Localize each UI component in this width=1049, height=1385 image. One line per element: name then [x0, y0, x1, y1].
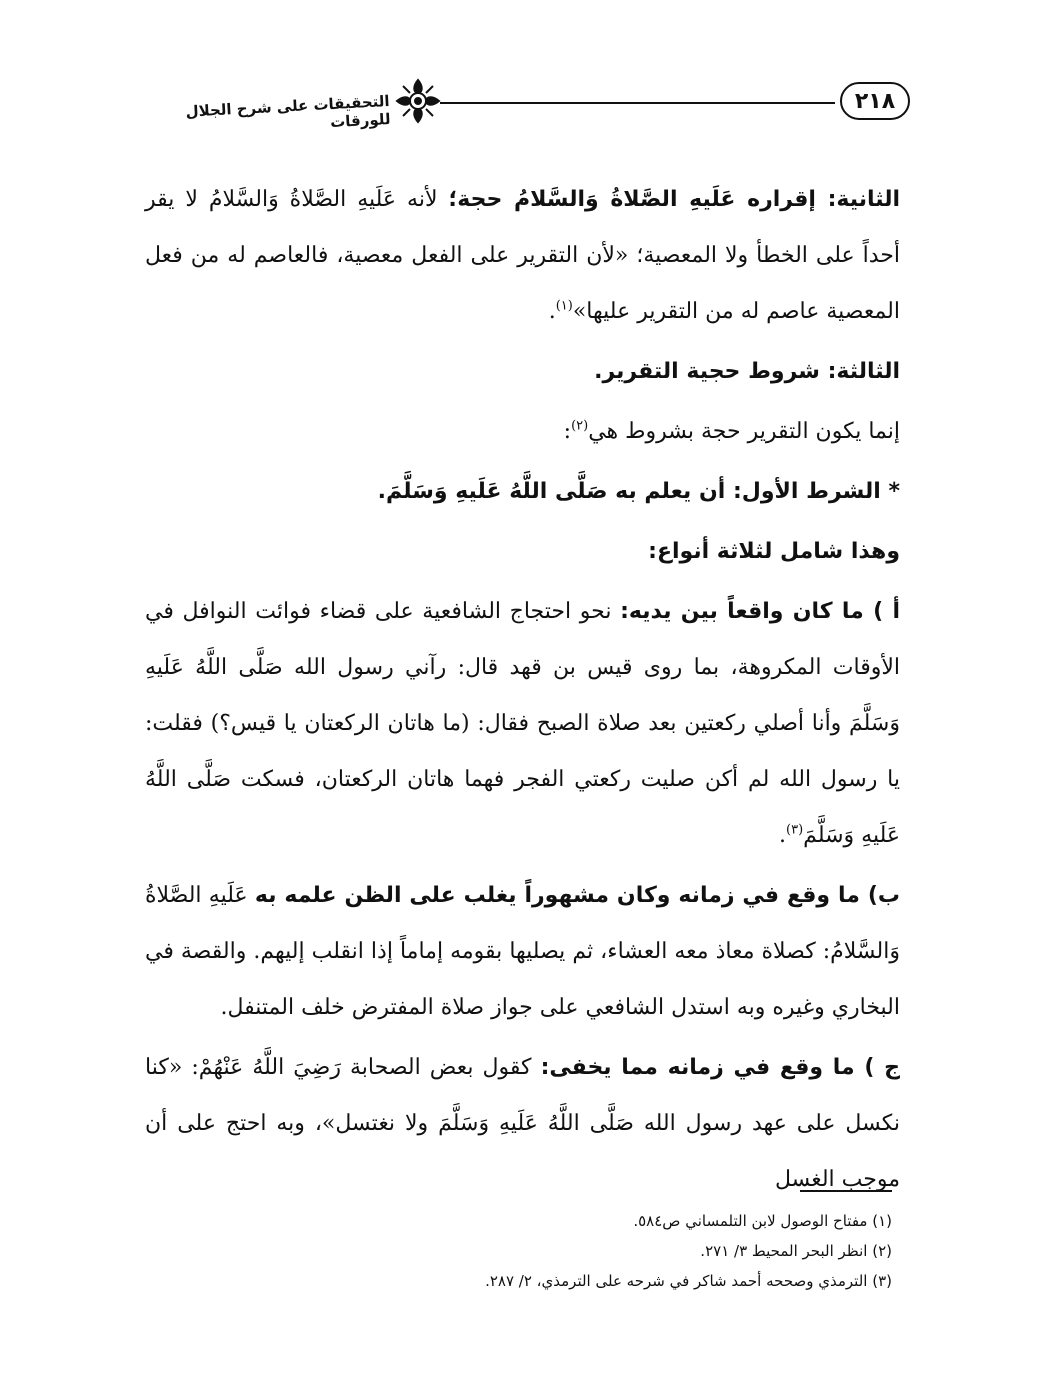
item-b-text: عَلَيهِ الصَّلاةُ وَالسَّلامُ: كصلاة معاذ معه العشاء، ثم يصليها بقومه إماماً إذا انقلب إليهم. والقصة في البخاري وغيره وبه استدل الشافعي على جواز صلاة المفترض خلف المتنفل.	[145, 883, 900, 1020]
list-item-a	[145, 584, 900, 864]
condition-one	[145, 464, 900, 520]
condition-one-label: الشرط الأول:	[732, 479, 881, 504]
list-item-b	[145, 868, 900, 1036]
header-rule	[440, 102, 835, 104]
types-intro: وهذا شامل لثلاثة أنواع:	[648, 539, 900, 564]
list-item-c	[145, 1040, 900, 1208]
book-title: التحقيقات على شرح الجلال للورقات	[185, 92, 391, 132]
footnote-ref-1[interactable]: (١)	[555, 298, 573, 314]
second-point-end: .	[548, 299, 556, 324]
item-a-label: أ ) ما كان واقعاً بين يديه:	[620, 599, 900, 624]
item-c-text: كقول بعض الصحابة رَضِيَ اللَّهُ عَنْهُمْ: «كنا نكسل على عهد رسول الله صَلَّى اللَّهُ عَلَيهِ وَسَلَّمَ ولا نغتسل»، وبه احتج على أن موجب الغسل	[145, 1055, 900, 1192]
page-number-text: ٢١٨	[854, 88, 896, 114]
footnote-1: (١) مفتاح الوصول لابن التلمساني ص٥٨٤.	[633, 1212, 892, 1230]
footnote-separator	[800, 1190, 892, 1192]
floral-ornament-icon	[395, 78, 441, 124]
footnote-ref-2[interactable]: (٢)	[571, 418, 589, 434]
paragraph-second-point	[145, 172, 900, 340]
item-b-label: ب) ما وقع في زمانه وكان مشهوراً يغلب على الظن علمه به	[254, 883, 900, 908]
paragraph-conditions-intro	[145, 404, 900, 460]
item-c-label: ج ) ما وقع في زمانه مما يخفى:	[540, 1055, 900, 1080]
footnotes	[300, 1206, 892, 1296]
third-point-heading: الثالثة: شروط حجية التقرير.	[594, 359, 900, 384]
second-point-text: لأنه عَلَيهِ الصَّلاةُ وَالسَّلامُ لا يقر أحداً على الخطأ ولا المعصية؛ «لأن التقرير على الفعل معصية، فالعاصم له من فعل المعصية عاصم له من التقرير عليها»	[145, 187, 900, 324]
main-text	[145, 172, 900, 1212]
footnote-ref-3[interactable]: (٣)	[786, 822, 804, 838]
conditions-intro-end: :	[563, 419, 572, 444]
page-header	[140, 78, 910, 138]
footnote-2: (٢) انظر البحر المحيط ٣/ ٢٧١.	[700, 1242, 892, 1260]
second-point-lead: الثانية: إقراره عَلَيهِ الصَّلاةُ وَالسَّلامُ حجة؛	[448, 187, 900, 212]
item-a-text: نحو احتجاج الشافعية على قضاء فوائت النوافل في الأوقات المكروهة، بما روى قيس بن قهد قال: رآني رسول الله صَلَّى اللَّهُ عَلَيهِ وَسَلَّمَ وأنا أصلي ركعتين بعد صلاة الصبح فقال: (ما هاتان الركعتان يا قيس؟) فقلت: يا رسول الله لم أكن صليت ركعتي الفجر فهما هاتان الركعتان، فسكت صَلَّى اللَّهُ عَلَيهِ وَسَلَّمَ	[145, 599, 900, 848]
star-bullet: *	[880, 479, 900, 504]
condition-one-text: أن يعلم به صَلَّى اللَّهُ عَلَيهِ وَسَلَّمَ.	[377, 479, 733, 504]
footnote-3: (٣) الترمذي وصححه أحمد شاكر في شرحه على الترمذي، ٢/ ٢٨٧.	[485, 1272, 892, 1290]
conditions-intro-text: إنما يكون التقرير حجة بشروط هي	[588, 419, 900, 444]
page-number	[840, 82, 910, 120]
item-a-end: .	[779, 823, 787, 848]
